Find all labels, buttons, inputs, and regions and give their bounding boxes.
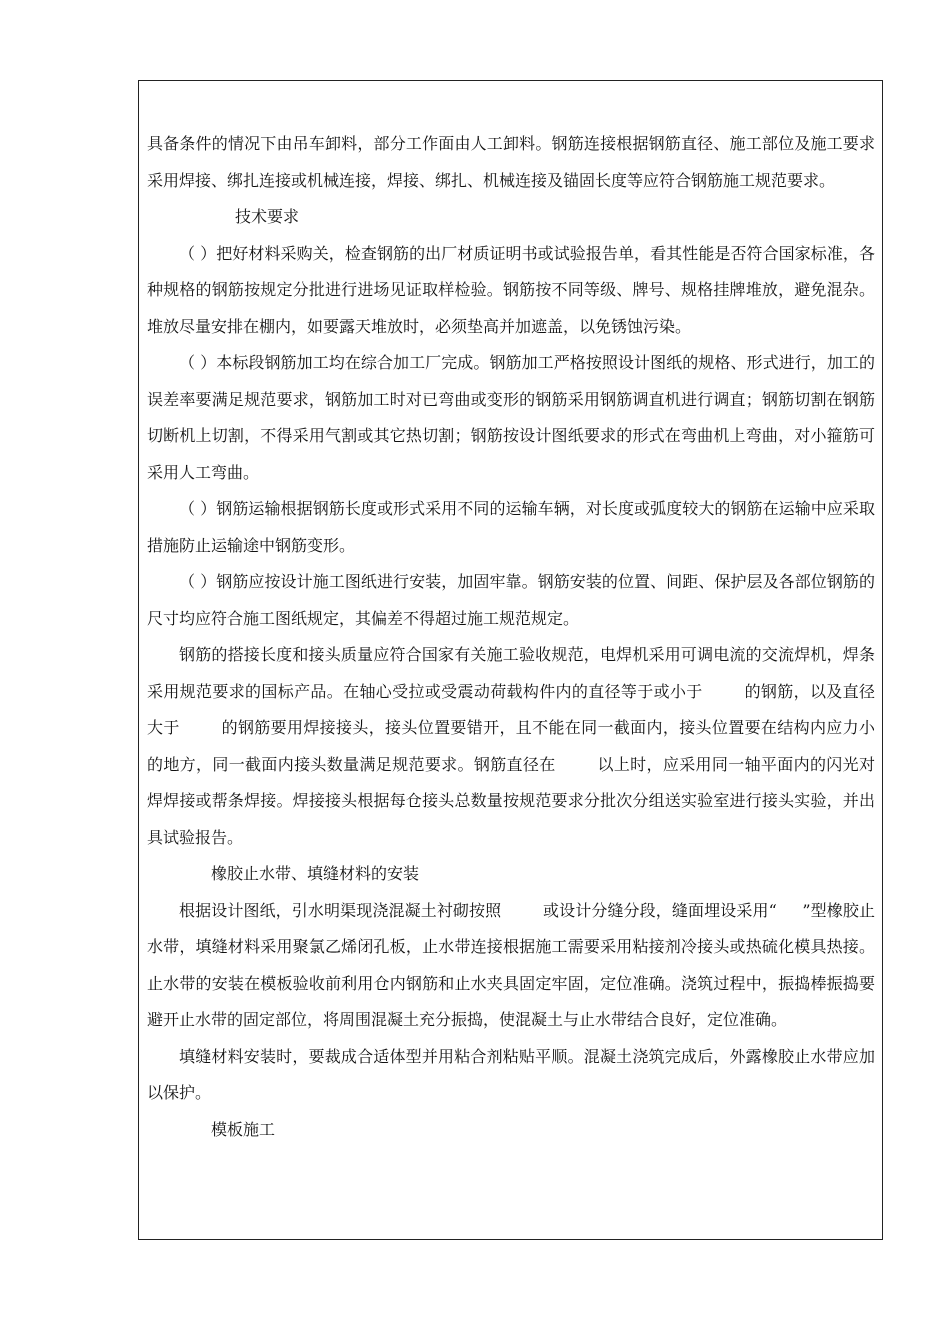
paragraph-rebar-transport: （ ）钢筋运输根据钢筋长度或形式采用不同的运输车辆，对长度或弧度较大的钢筋在运输中应采取措施防止运输途中钢筋变形。 <box>147 499 875 555</box>
waterstop-text-part-3: ”型橡胶止水带，填缝材料采用聚氯乙烯闭孔板，止水带连接根据施工需要采用粘接剂冷接头或热硫化模具热接。止水带的安装在模板验收前利用仓内钢筋和止水夹具固定牢固，定位准确。浇筑过程中，振捣棒振捣要避开止水带的固定部位，将周围混凝土充分振捣，使混凝土与止水带结合良好，定位准确。 <box>147 900 875 1029</box>
paragraph-rebar-installation: （ ）钢筋应按设计施工图纸进行安装，加固牢靠。钢筋安装的位置、间距、保护层及各部位钢筋的尺寸均应符合施工图纸规定，其偏差不得超过施工规范规定。 <box>147 572 875 628</box>
paragraph-unloading: 具备条件的情况下由吊车卸料，部分工作面由人工卸料。钢筋连接根据钢筋直径、施工部位及施工要求采用焊接、绑扎连接或机械连接，焊接、绑扎、机械连接及锚固长度等应符合钢筋施工规范要求。 <box>147 134 875 190</box>
document-frame <box>138 80 883 1240</box>
welding-text-part-1: 钢筋的搭接长度和接头质量应符合国家有关施工验收规范，电焊机采用可调电流的交流焊机，焊条采用规范要求的国标产品。在轴心受拉或受震动荷载构件内的直径等于或小于 <box>147 645 875 701</box>
document-body <box>147 126 875 1148</box>
welding-text-part-2: 的钢筋，以及直径大于 <box>147 681 875 737</box>
heading-formwork: 模板施工 <box>211 1119 276 1139</box>
heading-technical-requirements: 技术要求 <box>235 207 300 226</box>
paragraph-waterstop <box>147 893 875 1039</box>
paragraph-rebar-welding <box>147 637 875 856</box>
welding-text-part-4: 以上时，应采用同一轴平面内的闪光对焊焊接或帮条焊接。焊接接头根据每仓接头总数量按规范要求分批次分组送实验室进行接头实验，并出具试验报告。 <box>147 754 875 847</box>
paragraph-material-procurement: （ ）把好材料采购关，检查钢筋的出厂材质证明书或试验报告单，看其性能是否符合国家标准，各种规格的钢筋按规定分批进行进场见证取样检验。钢筋按不同等级、牌号、规格挂牌堆放，避免混杂。堆放尽量安排在棚内，如要露天堆放时，必须垫高并加遮盖，以免锈蚀污染。 <box>147 243 875 336</box>
heading-waterstop-installation: 橡胶止水带、填缝材料的安装 <box>211 864 420 883</box>
waterstop-text-part-1: 根据设计图纸，引水明渠现浇混凝土衬砌按照 <box>179 900 502 920</box>
welding-text-part-3: 的钢筋要用焊接接头，接头位置要错开，且不能在同一截面内，接头位置要在结构内应力小的地方，同一截面内接头数量满足规范要求。钢筋直径在 <box>147 718 875 774</box>
waterstop-text-part-2: 或设计分缝分段，缝面埋设采用“ <box>542 900 777 920</box>
paragraph-joint-filler: 填缝材料安装时，要裁成合适体型并用粘合剂粘贴平顺。混凝土浇筑完成后，外露橡胶止水带应加以保护。 <box>147 1046 875 1102</box>
paragraph-rebar-processing: （ ）本标段钢筋加工均在综合加工厂完成。钢筋加工严格按照设计图纸的规格、形式进行，加工的误差率要满足规范要求，钢筋加工时对已弯曲或变形的钢筋采用钢筋调直机进行调直；钢筋切割在钢筋切断机上切割，不得采用气割或其它热切割；钢筋按设计图纸要求的形式在弯曲机上弯曲，对小箍筋可采用人工弯曲。 <box>147 353 875 482</box>
